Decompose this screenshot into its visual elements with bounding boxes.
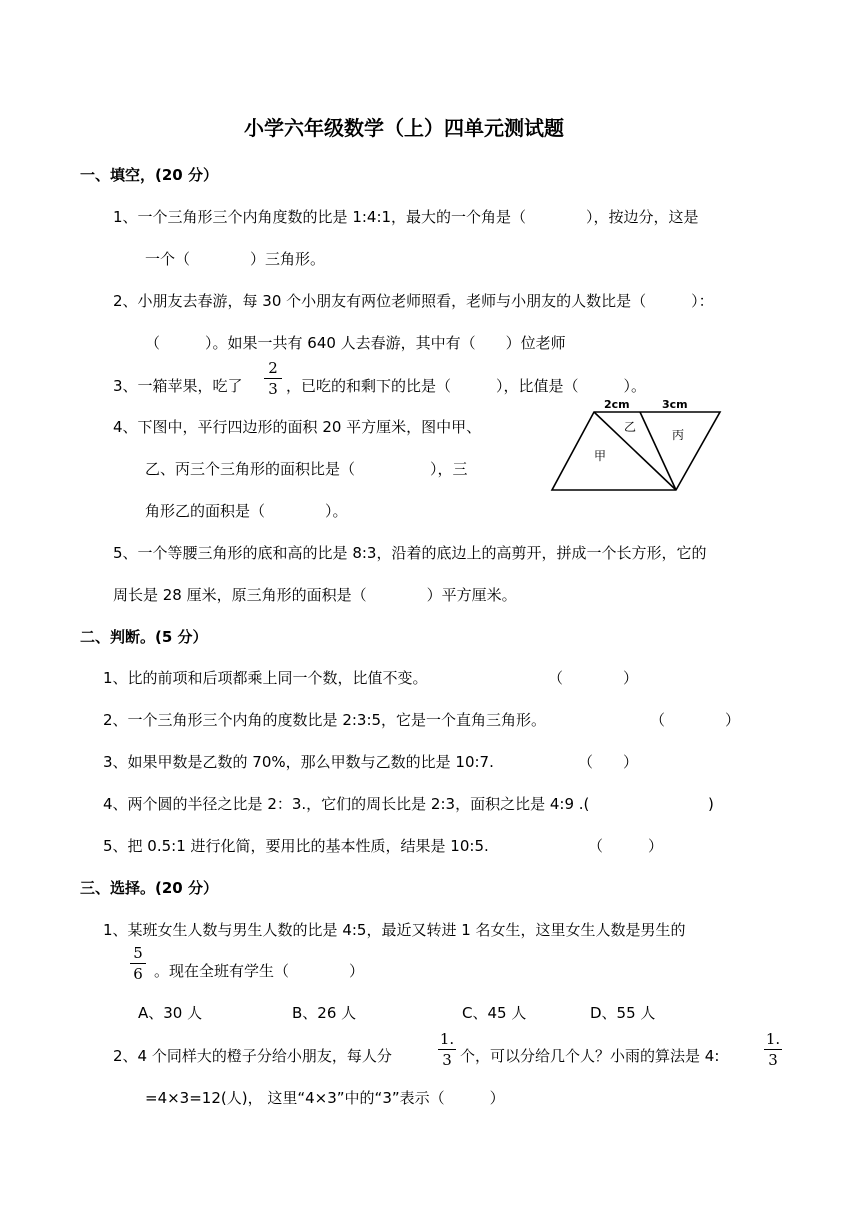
question-text: 5、一个等腰三角形的底和高的比是 8:3，沿着的底边上的高剪开，拼成一个长方形，它的: [113, 544, 707, 562]
question-text: 1、某班女生人数与男生人数的比是 4:5，最近又转进 1 名女生，这里女生人数是男生的: [103, 921, 686, 939]
question-text: 乙、丙三个三角形的面积比是（ ），三: [145, 460, 468, 478]
fraction: [764, 1030, 782, 1069]
fraction-denominator: 3: [442, 1051, 452, 1069]
figure-label-3cm: 3cm: [662, 398, 688, 411]
judgement-item: 5、把 0.5:1 进行化简，要用比的基本性质，结果是 10:5.: [103, 837, 489, 855]
question-text: 3、一箱苹果，吃了: [113, 377, 243, 395]
question-text: （ ）。如果一共有 640 人去春游，其中有（ ）位老师: [145, 334, 566, 352]
question-text: 。现在全班有学生（ ）: [154, 962, 365, 980]
question-text: 2、小朋友去春游，每 30 个小朋友有两位老师照看，老师与小朋友的人数比是（ ）：: [113, 292, 714, 310]
section-heading: 二、判断。(5 分）: [80, 628, 208, 646]
choice-option-b[interactable]: B、26 人: [292, 1004, 357, 1022]
answer-blank[interactable]: （ ）: [578, 753, 639, 771]
judgement-item: 4、两个圆的半径之比是 2：3.，它们的周长比是 2:3，面积之比是 4:9 .(: [103, 795, 590, 813]
question-text: 周长是 28 厘米，原三角形的面积是（ ）平方厘米。: [113, 586, 517, 604]
question-text: 个，可以分给几个人？小雨的算法是 4:: [460, 1047, 720, 1065]
answer-blank[interactable]: （ ）: [650, 711, 741, 729]
choice-option-d[interactable]: D、55 人: [590, 1004, 656, 1022]
page-title: 小学六年级数学（上）四单元测试题: [244, 116, 564, 140]
judgement-item: 3、如果甲数是乙数的 70%，那么甲数与乙数的比是 10:7.: [103, 753, 494, 771]
fraction-denominator: 6: [133, 965, 143, 983]
question-text: 1、一个三角形三个内角度数的比是 1:4:1，最大的一个角是（ ），按边分，这是: [113, 208, 699, 226]
figure-label-bing: 丙: [672, 428, 685, 442]
judgement-item: 1、比的前项和后项都乘上同一个数，比值不变。: [103, 669, 428, 687]
figure-label-yi: 乙: [624, 420, 637, 434]
fraction-numerator: 5: [133, 944, 143, 962]
answer-blank[interactable]: （ ）: [548, 669, 639, 687]
fraction-bar: [438, 1049, 456, 1050]
fraction-bar: [264, 378, 282, 379]
question-text: 角形乙的面积是（ ）。: [145, 502, 348, 520]
section-heading: 一、填空，(20 分）: [80, 166, 218, 184]
parallelogram-figure: [548, 394, 728, 494]
question-text: 一个（ ）三角形。: [145, 250, 326, 268]
fraction: [438, 1030, 456, 1069]
figure-label-jia: 甲: [594, 449, 607, 463]
fraction-numerator: 1.: [765, 1030, 781, 1048]
fraction-numerator: 1.: [439, 1030, 455, 1048]
judgement-item: 2、一个三角形三个内角的度数比是 2:3:5，它是一个直角三角形。: [103, 711, 547, 729]
question-text: 2、4 个同样大的橙子分给小朋友，每人分: [113, 1047, 392, 1065]
fraction-denominator: 3: [268, 380, 278, 398]
answer-blank[interactable]: （ ）: [588, 837, 664, 855]
fraction-bar: [130, 963, 146, 964]
question-text: ，已吃的和剩下的比是（ ），比值是（ ）。: [286, 377, 647, 395]
question-text: =4×3=12(人)， 这里“4×3”中的“3”表示（ ）: [145, 1089, 505, 1107]
section-heading: 三、选择。(20 分）: [80, 879, 218, 897]
fraction: [264, 359, 282, 398]
fraction-bar: [764, 1049, 782, 1050]
answer-blank[interactable]: ): [708, 795, 714, 813]
figure-label-2cm: 2cm: [604, 398, 630, 411]
fraction-denominator: 3: [768, 1051, 778, 1069]
choice-option-c[interactable]: C、45 人: [462, 1004, 527, 1022]
question-text: 4、下图中，平行四边形的面积 20 平方厘米，图中甲、: [113, 418, 482, 436]
fraction: [130, 944, 146, 983]
choice-option-a[interactable]: A、30 人: [138, 1004, 203, 1022]
fraction-numerator: 2: [268, 359, 278, 377]
